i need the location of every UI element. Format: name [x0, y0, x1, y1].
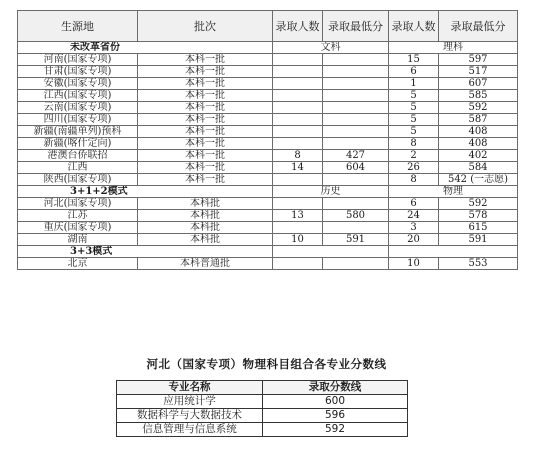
table-cell: 591: [439, 234, 518, 246]
table-cell: 本科一批: [138, 90, 273, 102]
table-cell: [323, 222, 389, 234]
table-cell: [273, 138, 323, 150]
table-cell: 应用统计学: [117, 395, 263, 409]
table-cell: 江西(国家专项): [18, 90, 138, 102]
table-cell: 584: [439, 162, 518, 174]
column-header: 录取最低分: [439, 11, 518, 42]
table-row: [18, 114, 518, 126]
table-cell: 河北(国家专项): [18, 198, 138, 210]
table-row: [18, 210, 518, 222]
table-cell: 甘肃(国家专项): [18, 66, 138, 78]
table-cell: 592: [263, 423, 408, 437]
table-cell: 553: [439, 258, 518, 270]
table-cell: 本科一批: [138, 66, 273, 78]
table-cell: 408: [439, 138, 518, 150]
table-cell: 607: [439, 78, 518, 90]
table-cell: 重庆(国家专项): [18, 222, 138, 234]
table-cell: 本科一批: [138, 54, 273, 66]
table-cell: 2: [389, 150, 439, 162]
group-subject-left: [273, 246, 389, 258]
table-row: [18, 138, 518, 150]
table-cell: 1: [389, 78, 439, 90]
table-cell: 597: [439, 54, 518, 66]
table-cell: [323, 258, 389, 270]
column-header: 生源地: [18, 11, 138, 42]
table-row: [117, 423, 408, 437]
table-row: [18, 234, 518, 246]
table-cell: 14: [273, 162, 323, 174]
group-subject-right: 物理: [389, 186, 518, 198]
table-cell: 湖南: [18, 234, 138, 246]
table-row: [18, 126, 518, 138]
header-row: [117, 381, 408, 395]
table-cell: 604: [323, 162, 389, 174]
table-cell: 信息管理与信息系统: [117, 423, 263, 437]
table-cell: [323, 114, 389, 126]
table-cell: 江西: [18, 162, 138, 174]
group-header-row: [18, 42, 518, 54]
table-cell: 数据科学与大数据技术: [117, 409, 263, 423]
table-cell: 13: [273, 210, 323, 222]
table-row: [18, 90, 518, 102]
table-cell: 北京: [18, 258, 138, 270]
table-row: [18, 198, 518, 210]
table-cell: 本科普通批: [138, 258, 273, 270]
table-cell: 8: [273, 150, 323, 162]
table-cell: 580: [323, 210, 389, 222]
group-subject-left: 文科: [273, 42, 389, 54]
table-cell: 8: [389, 174, 439, 186]
table-cell: 5: [389, 102, 439, 114]
table-cell: 四川(国家专项): [18, 114, 138, 126]
table-cell: 本科批: [138, 198, 273, 210]
table-cell: [273, 126, 323, 138]
table-cell: 26: [389, 162, 439, 174]
table-cell: 3: [389, 222, 439, 234]
table-cell: 本科一批: [138, 174, 273, 186]
table-cell: 592: [439, 102, 518, 114]
table-cell: 402: [439, 150, 518, 162]
table-cell: 10: [273, 234, 323, 246]
table-cell: 408: [439, 126, 518, 138]
table-cell: 河南(国家专项): [18, 54, 138, 66]
table-cell: [323, 126, 389, 138]
table-cell: 5: [389, 90, 439, 102]
table-cell: 本科一批: [138, 162, 273, 174]
table-cell: 本科批: [138, 234, 273, 246]
group-title: 未改革省份: [18, 42, 273, 54]
table-cell: 陕西(国家专项): [18, 174, 138, 186]
table-cell: [323, 198, 389, 210]
group-title: 3+3模式: [18, 246, 273, 258]
table-cell: [273, 102, 323, 114]
table-cell: [323, 174, 389, 186]
table-cell: 20: [389, 234, 439, 246]
table-cell: 427: [323, 150, 389, 162]
table-cell: 云南(国家专项): [18, 102, 138, 114]
table-cell: [273, 78, 323, 90]
group-header-row: [18, 186, 518, 198]
table-cell: [273, 198, 323, 210]
table-row: [18, 150, 518, 162]
table-cell: 578: [439, 210, 518, 222]
group-title: 3+1+2模式: [18, 186, 273, 198]
column-header: 录取最低分: [323, 11, 389, 42]
table-cell: 591: [323, 234, 389, 246]
column-header: 专业名称: [117, 381, 263, 395]
table-cell: [273, 222, 323, 234]
table-cell: [323, 102, 389, 114]
table-cell: 6: [389, 198, 439, 210]
table-row: [18, 54, 518, 66]
table-cell: 本科一批: [138, 114, 273, 126]
table-cell: 港澳台侨联招: [18, 150, 138, 162]
column-header: 录取人数: [273, 11, 323, 42]
table-cell: 江苏: [18, 210, 138, 222]
table-cell: 615: [439, 222, 518, 234]
group-subject-left: 历史: [273, 186, 389, 198]
table-row: [117, 395, 408, 409]
table-cell: 本科一批: [138, 150, 273, 162]
table-cell: 本科一批: [138, 78, 273, 90]
major-score-table: [116, 380, 408, 437]
subsection-title: 河北（国家专项）物理科目组合各专业分数线: [146, 357, 387, 371]
table-cell: 5: [389, 114, 439, 126]
table-cell: 本科一批: [138, 126, 273, 138]
table-cell: [323, 66, 389, 78]
group-subject-right: [389, 246, 518, 258]
table-cell: 本科一批: [138, 102, 273, 114]
table-row: [18, 66, 518, 78]
table-cell: 5: [389, 126, 439, 138]
admission-score-table: [17, 10, 518, 270]
table-cell: [273, 258, 323, 270]
table-cell: 24: [389, 210, 439, 222]
column-header: 批次: [138, 11, 273, 42]
table-row: [18, 162, 518, 174]
table-cell: [273, 54, 323, 66]
table-cell: 596: [263, 409, 408, 423]
table-cell: 600: [263, 395, 408, 409]
table-cell: [323, 90, 389, 102]
table-row: [117, 409, 408, 423]
table-cell: [273, 114, 323, 126]
column-header: 录取分数线: [263, 381, 408, 395]
table-cell: 517: [439, 66, 518, 78]
column-header: 录取人数: [389, 11, 439, 42]
table-cell: 592: [439, 198, 518, 210]
header-row: [18, 11, 518, 42]
table-cell: [323, 78, 389, 90]
table-cell: 542 (一志愿): [439, 174, 518, 186]
table-cell: 本科批: [138, 210, 273, 222]
table-cell: [273, 66, 323, 78]
group-subject-right: 理科: [389, 42, 518, 54]
table-cell: 8: [389, 138, 439, 150]
table-cell: 新疆(喀什定向): [18, 138, 138, 150]
table-cell: 本科一批: [138, 138, 273, 150]
table-cell: [323, 138, 389, 150]
table-row: [18, 78, 518, 90]
table-cell: 15: [389, 54, 439, 66]
table-cell: [323, 54, 389, 66]
table-cell: 本科批: [138, 222, 273, 234]
group-header-row: [18, 246, 518, 258]
table-row: [18, 258, 518, 270]
table-cell: [273, 90, 323, 102]
table-row: [18, 222, 518, 234]
table-cell: 585: [439, 90, 518, 102]
table-cell: 10: [389, 258, 439, 270]
table-row: [18, 174, 518, 186]
table-cell: [273, 174, 323, 186]
table-cell: 安徽(国家专项): [18, 78, 138, 90]
table-row: [18, 102, 518, 114]
table-cell: 587: [439, 114, 518, 126]
table-cell: 6: [389, 66, 439, 78]
table-cell: 新疆(南疆单列)预科: [18, 126, 138, 138]
